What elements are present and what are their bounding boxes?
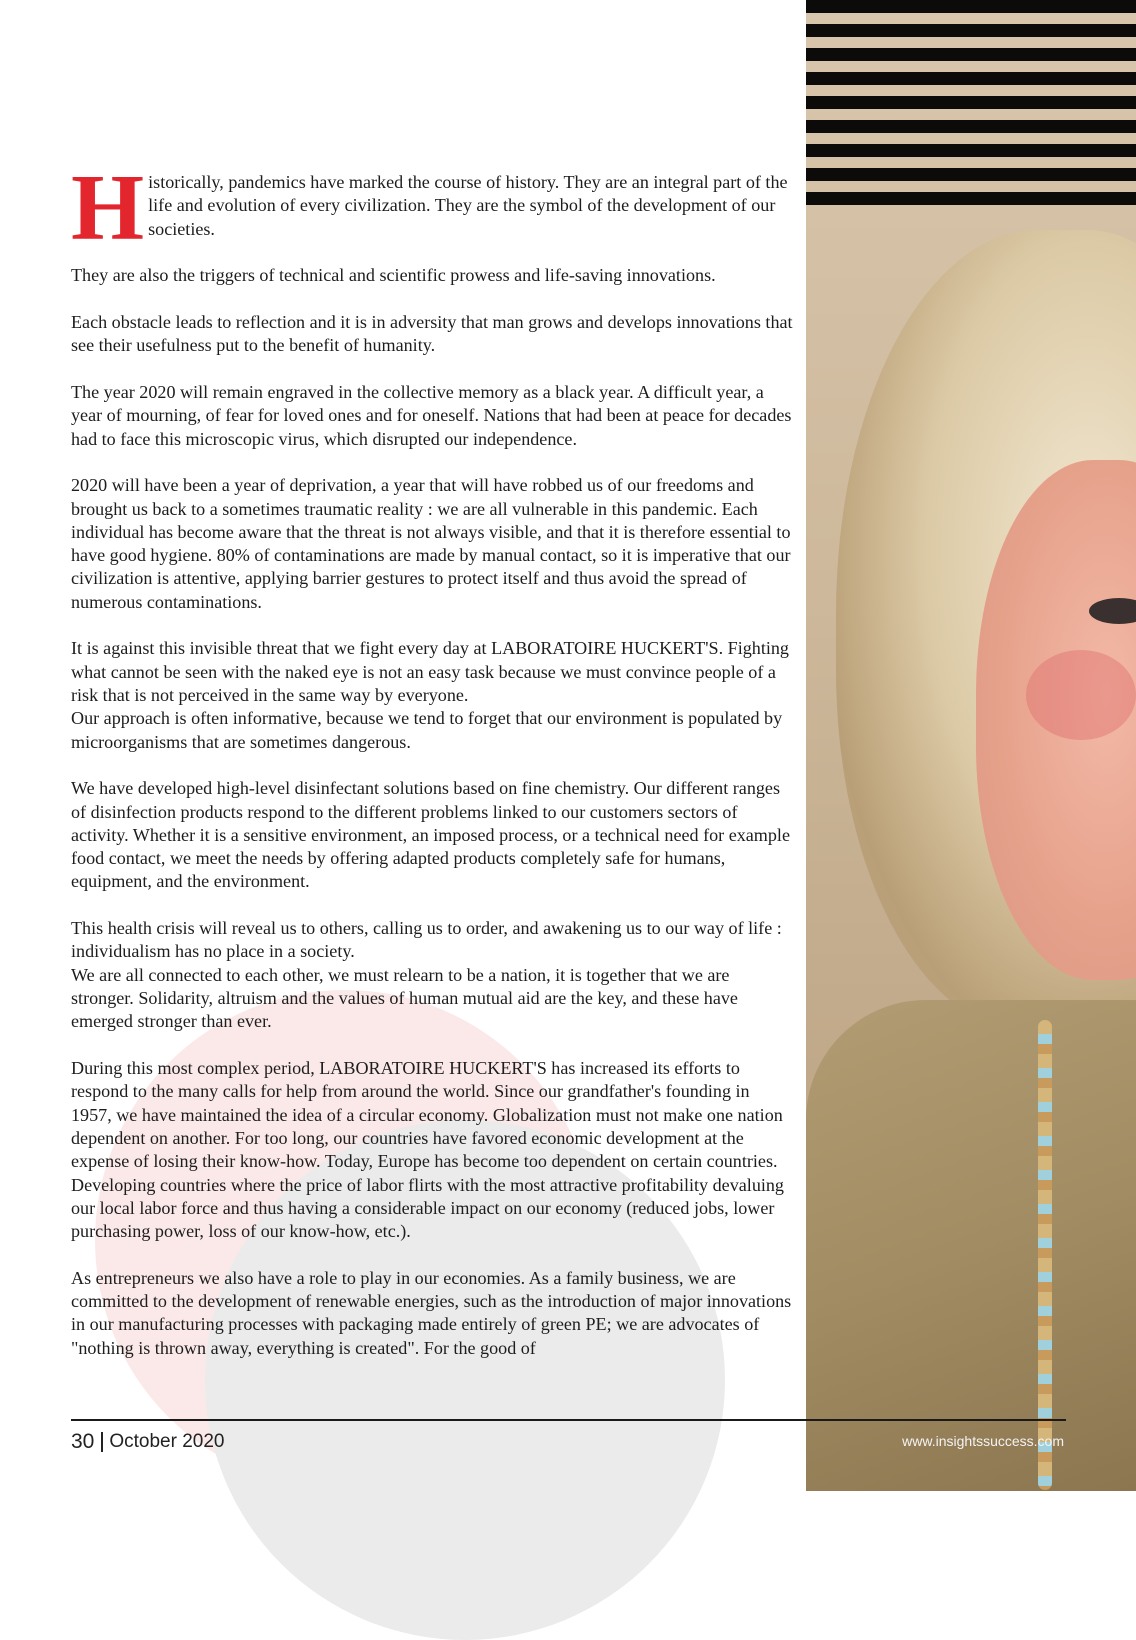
website-url[interactable]: www.insightssuccess.com (902, 1433, 1064, 1449)
page-number: 30 (71, 1430, 95, 1453)
article-paragraph-4: The year 2020 will remain engraved in the collective memory as a black year. A difficult year, a year of mourning, of fear for loved ones and for oneself. Nations that had been at peace for decades had to face this microscopic virus, which disrupted our independence. (71, 381, 792, 449)
footer-separator (101, 1432, 103, 1452)
drop-cap: H (71, 156, 145, 260)
article-paragraph-8: We have developed high-level disinfectant solutions based on fine chemistry. Our different ranges of disinfection products respond to the different problems linked to our customers sectors of activity. Whether it is a sensitive environment, an imposed process, or a technical need for example food contact, we meet the needs by offering adapted products completely safe for humans, equipment, and the environment. (71, 778, 790, 892)
article-paragraph-7: Our approach is often informative, because we tend to forget that our environment is populated by microorganisms that are sometimes dangerous. (71, 708, 783, 752)
article-paragraph-6: It is against this invisible threat that we fight every day at LABORATOIRE HUCKERT'S. Fighting what cannot be seen with the naked eye is not an easy task because we must convince people of a risk that is not perceived in the same way by everyone. (71, 638, 789, 705)
portrait-photo (806, 0, 1136, 1491)
article-paragraph-2: They are also the triggers of technical and scientific prowess and life-saving innovations. (71, 265, 716, 286)
footer-divider (71, 1419, 1066, 1421)
article-paragraph-9: This health crisis will reveal us to others, calling us to order, and awakening us to our way of life : individualism has no place in a society. (71, 918, 782, 962)
article-paragraph-11: During this most complex period, LABORATOIRE HUCKERT'S has increased its efforts to respond to the many calls for help from around the world. Since our grandfather's founding in 1957, we have maintained the idea of a circular economy. Globalization must not make one nation dependent on another. For too long, our countries have favored economic development at the expense of losing their know-how. Today, Europe has become too dependent on certain countries. Developing countries where the price of labor flirts with the most attractive profitability devaluing our local labor force and thus having a considerable impact on our economy (reduced jobs, lower purchasing power, loss of our know-how, etc.). (71, 1058, 784, 1242)
portrait-shirt (806, 1000, 1136, 1491)
article-paragraph-5: 2020 will have been a year of deprivation, a year that will have robbed us of our freedoms and brought us back to a sometimes traumatic reality : we are all vulnerable in this pandemic. Each individual has become aware that the threat is not always visible, and that it is therefore essential to have good hygiene. 80% of contaminations are made by manual contact, so it is imperative that our civilization is attentive, applying barrier gestures to protect itself and thus avoid the spread of numerous contaminations. (71, 475, 791, 612)
article-paragraph-10: We are all connected to each other, we must relearn to be a nation, it is together that we are stronger. Solidarity, altruism and the values of human mutual aid are the key, and these have emerged stronger than ever. (71, 964, 738, 1032)
portrait-cheek (1026, 650, 1136, 740)
footer-page-info (71, 1430, 225, 1454)
article-paragraph-1: Historically, pandemics have marked the course of history. They are an integral part of the life and evolution of every civilization. They are the symbol of the development of our societies. (71, 156, 788, 260)
article-paragraph-12: As entrepreneurs we also have a role to play in our economies. As a family business, we are committed to the development of renewable energies, such as the introduction of major innovations in our manufacturing processes with packaging made entirely of green PE; we are advocates of "nothing is thrown away, everything is created". For the good of (71, 1267, 792, 1358)
issue-date: October 2020 (109, 1431, 225, 1452)
article-paragraph-3: Each obstacle leads to reflection and it is in adversity that man grows and develops innovations that see their usefulness put to the benefit of humanity. (71, 311, 793, 356)
window-blinds (806, 0, 1136, 225)
article-body (71, 156, 793, 1383)
